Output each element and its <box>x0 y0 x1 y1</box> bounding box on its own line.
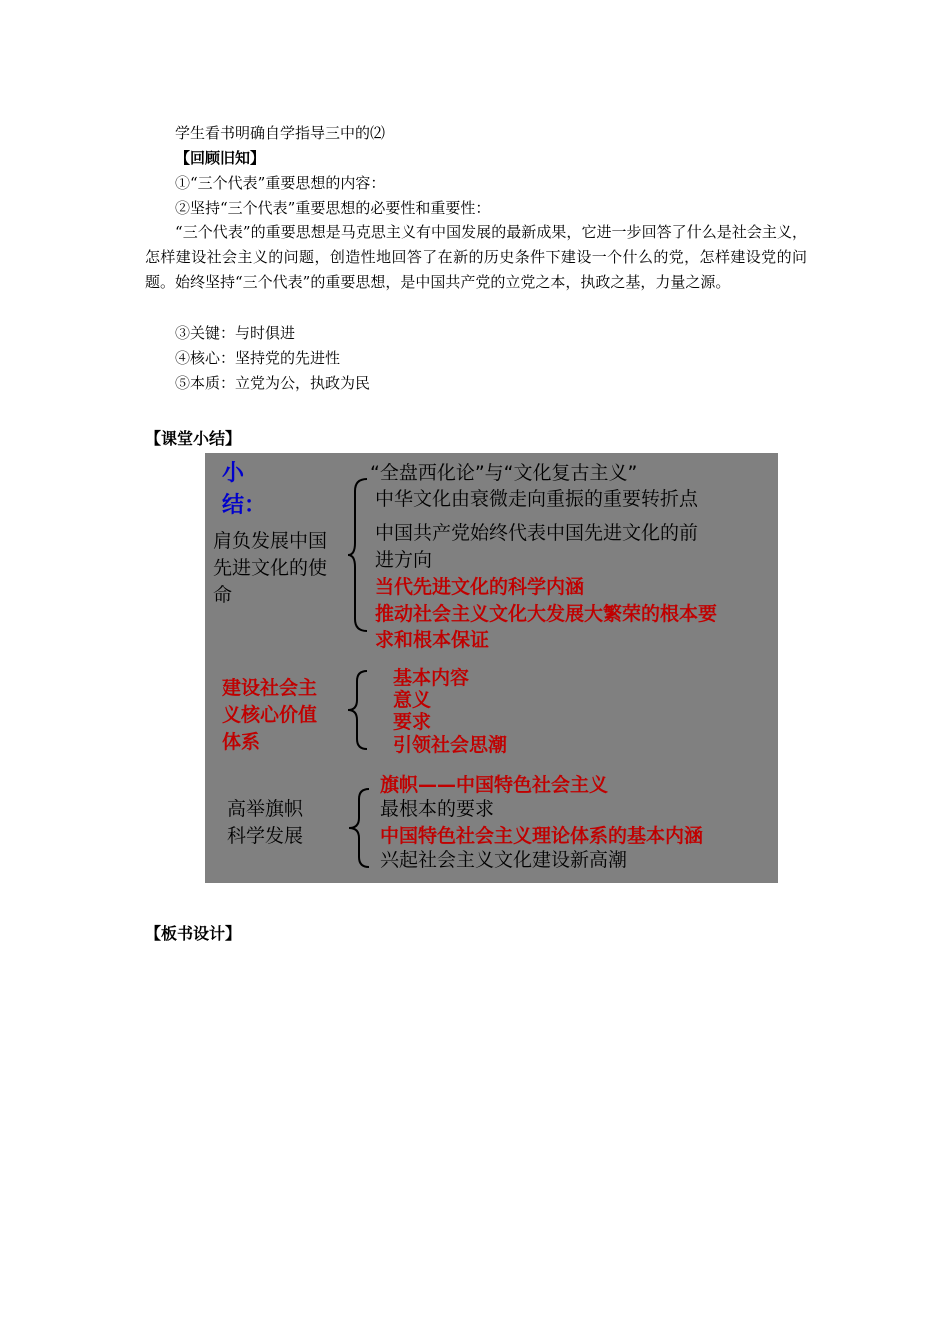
review-item-3: ③关键：与时俱进 <box>175 324 296 342</box>
group1-item: 中国共产党始终代表中国先进文化的前 <box>375 522 699 544</box>
summary-title-1: 小 <box>222 461 245 486</box>
group3-item: 兴起社会主义文化建设新高潮 <box>380 849 628 871</box>
group1-label-line: 先进文化的使 <box>213 557 328 579</box>
group1-item: 中华文化由衰微走向重振的重要转折点 <box>375 488 699 510</box>
review-item-5: ⑤本质：立党为公，执政为民 <box>175 374 371 392</box>
review-heading: 【回顾旧知】 <box>175 149 266 167</box>
group1-item: 当代先进文化的科学内涵 <box>375 576 585 598</box>
summary-heading: 【课堂小结】 <box>145 429 242 448</box>
group1-item: 进方向 <box>375 549 433 571</box>
group2-item: 要求 <box>393 711 432 733</box>
group2-item: 意义 <box>393 689 432 711</box>
group2-item: 引领社会思潮 <box>393 734 508 756</box>
review-item-4: ④核心：坚持党的先进性 <box>175 349 341 367</box>
review-paragraph: “三个代表”的重要思想是马克思主义有中国发展的最新成果，它进一步回答了什么是社会主义，怎样建设社会主义的问题，创造性地回答了在新的历史条件下建设一个什么的党，怎样建设党的问题。始终坚持“三个代表”的重要思想，是中国共产党的立党之本，执政之基，力量之源。 <box>145 223 807 291</box>
board-heading: 【板书设计】 <box>145 924 242 943</box>
group1-item: 推动社会主义文化大发展大繁荣的根本要 <box>375 603 718 625</box>
group3-item: 最根本的要求 <box>380 798 495 820</box>
review-item-2: ②坚持“三个代表”重要思想的必要性和重要性： <box>175 199 491 217</box>
group1-label-line: 肩负发展中国 <box>213 530 328 552</box>
group3-item: 旗帜——中国特色社会主义 <box>380 774 609 796</box>
group2-label-line: 义核心价值 <box>222 704 318 726</box>
group1-item: “全盘西化论”与“文化复古主义” <box>370 462 638 484</box>
group2-brace <box>345 669 371 751</box>
group3-label-line: 高举旗帜 <box>227 798 304 820</box>
intro-line: 学生看书明确自学指导三中的⑵ <box>175 124 386 142</box>
summary-diagram <box>205 453 778 883</box>
group3-label-line: 科学发展 <box>227 825 304 847</box>
group3-brace <box>345 787 373 869</box>
group2-label-line: 体系 <box>222 731 261 753</box>
group1-brace <box>347 477 371 633</box>
group2-item: 基本内容 <box>393 667 470 689</box>
group2-label-line: 建设社会主 <box>222 677 318 699</box>
group1-label-line: 命 <box>213 584 233 606</box>
review-item-1: ①“三个代表”重要思想的内容： <box>175 174 386 192</box>
group3-item: 中国特色社会主义理论体系的基本内涵 <box>380 825 704 847</box>
summary-title-2: 结： <box>222 493 267 518</box>
group1-item: 求和根本保证 <box>375 629 490 651</box>
